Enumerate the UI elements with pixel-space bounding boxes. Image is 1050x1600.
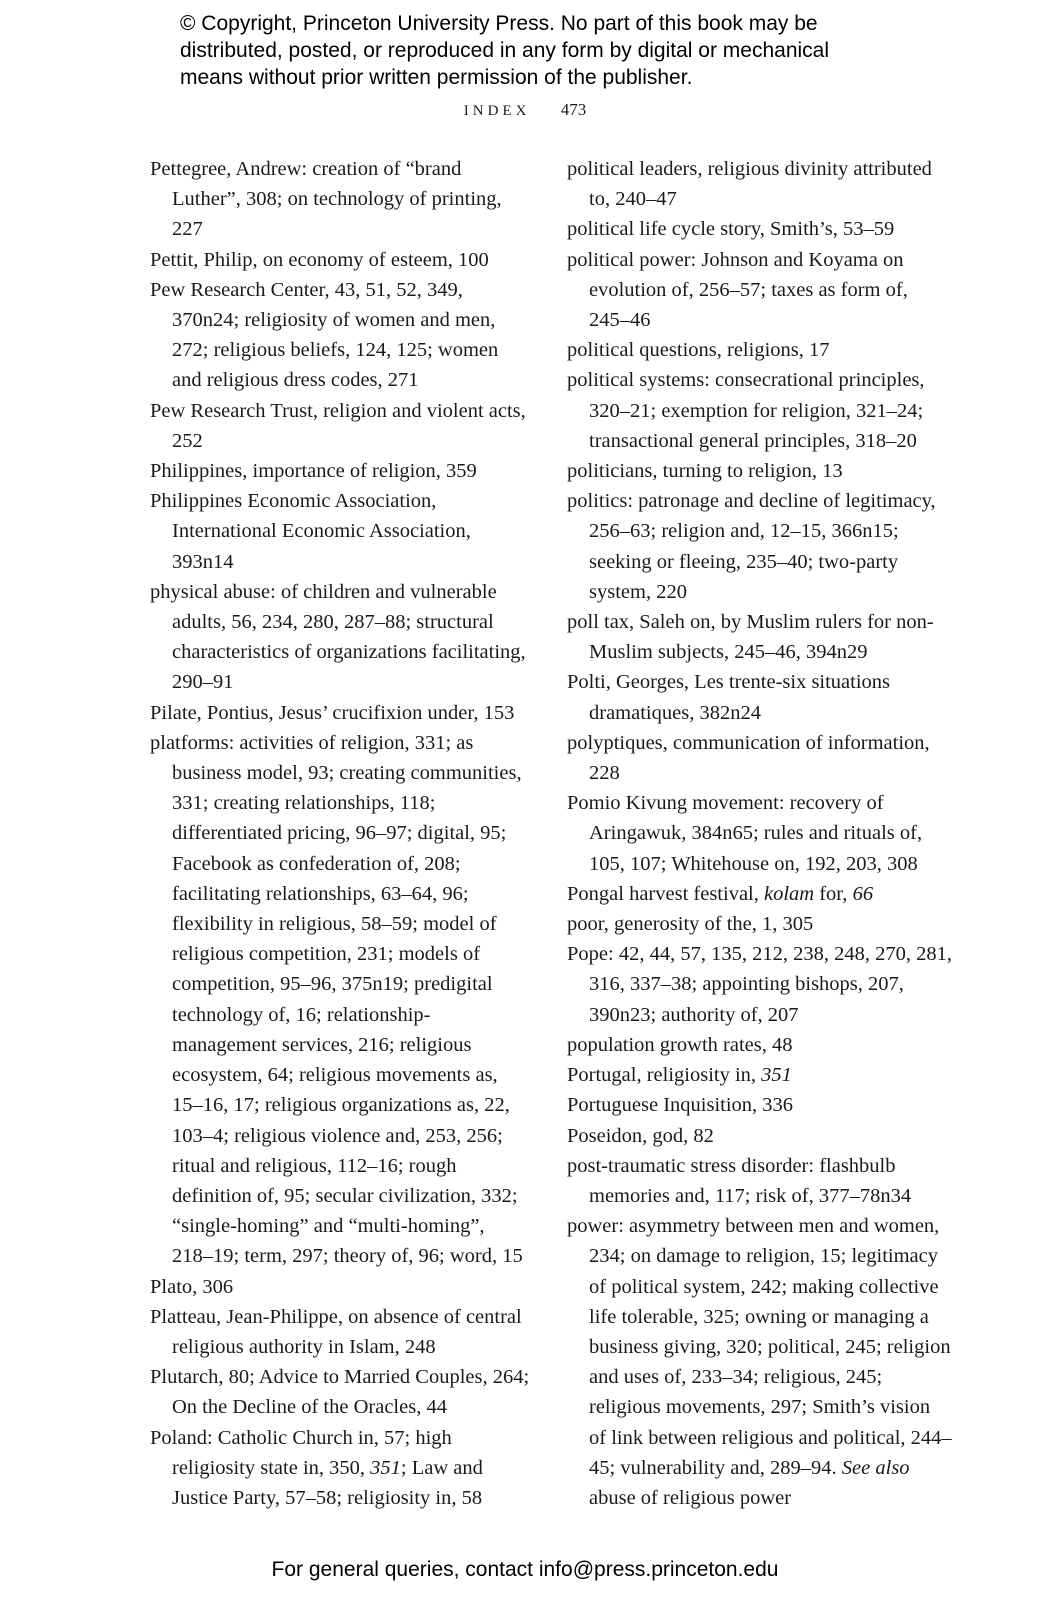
- copyright-line-2: distributed, posted, or reproduced in any form by digital or mechanical: [180, 39, 830, 62]
- index-entry-text: Poseidon, god, 82: [567, 1124, 714, 1147]
- index-entry-text: political systems: consecrational principles, 320–21; exemption for religion, 321–24; transactional general principles, 318–20: [567, 369, 925, 452]
- index-entry: [567, 607, 952, 667]
- index-entry: [150, 728, 530, 1272]
- index-entry: [150, 456, 530, 486]
- index-entry: [150, 698, 530, 728]
- index-entry-italic: 66: [852, 882, 874, 905]
- index-entry: [567, 1090, 952, 1120]
- index-entry: [150, 1302, 530, 1362]
- index-entry: [150, 1423, 530, 1514]
- index-entry-text: Philippines Economic Association, International Economic Association, 393n14: [150, 490, 471, 573]
- index-entry-text: Philippines, importance of religion, 359: [150, 460, 477, 483]
- index-entry-text: physical abuse: of children and vulnerable adults, 56, 234, 280, 287–88; structural characteristics of organizations facilitating, 290–91: [150, 580, 526, 694]
- index-entry: [567, 909, 952, 939]
- index-entry-text: Poland: Catholic Church in, 57; high religiosity state in, 350,: [150, 1426, 452, 1479]
- index-entry-text: political questions, religions, 17: [567, 339, 830, 362]
- index-entry-text-cont: for,: [814, 882, 853, 905]
- index-entry-text: political power: Johnson and Koyama on evolution of, 256–57; taxes as form of, 245–46: [567, 248, 908, 332]
- index-entry: [567, 1121, 952, 1151]
- index-entry: [567, 456, 952, 486]
- index-entry: [150, 486, 530, 577]
- index-entry: [567, 335, 952, 365]
- index-entry-text: Plutarch, 80; Advice to Married Couples, 264; On the Decline of the Oracles, 44: [150, 1366, 530, 1419]
- index-entry-text: Pomio Kivung movement: recovery of Aringawuk, 384n65; rules and rituals of, 105, 107; Whitehouse on, 192, 203, 308: [567, 792, 923, 875]
- index-entry-text-cont: ; Law and Justice Party, 57–58; religiosity in, 58: [172, 1456, 483, 1509]
- index-entry-italic: kolam: [763, 882, 815, 905]
- index-entry: [567, 1060, 952, 1090]
- index-entry: [150, 154, 530, 245]
- page-number: 473: [560, 100, 587, 119]
- index-entry-text: Pettit, Philip, on economy of esteem, 100: [150, 248, 489, 271]
- index-entry-text: Plato, 306: [150, 1275, 234, 1298]
- index-entry: [150, 396, 530, 456]
- index-entry: [567, 1151, 952, 1211]
- index-entry: [567, 1211, 952, 1513]
- index-entry-italic: 351: [370, 1456, 401, 1479]
- index-column-right: [567, 154, 952, 1513]
- index-entry: [150, 1272, 530, 1302]
- index-entry-text: Polti, Georges, Les trente-six situations dramatiques, 382n24: [567, 671, 891, 724]
- index-entry: [150, 275, 530, 396]
- index-entry-text: Pongal harvest festival,: [567, 882, 764, 905]
- index-entry-italic: 351: [761, 1064, 792, 1087]
- index-entry: [567, 667, 952, 727]
- index-entry: [567, 939, 952, 1030]
- copyright-line-3: means without prior written permission of the publisher.: [180, 66, 693, 89]
- index-entry: [567, 365, 952, 456]
- index-entry: [567, 728, 952, 788]
- index-entry: [567, 214, 952, 244]
- copyright-notice: [180, 10, 900, 91]
- index-entry-text-cont: abuse of religious power: [589, 1486, 792, 1509]
- index-entry-text: poll tax, Saleh on, by Muslim rulers for non-Muslim subjects, 245–46, 394n29: [567, 611, 934, 664]
- footer-contact: For general queries, contact info@press.princeton.edu: [271, 1558, 779, 1581]
- index-entry-text: Pettegree, Andrew: creation of “brand Luther”, 308; on technology of printing, 227: [150, 158, 502, 241]
- index-entry-text: Portugal, religiosity in,: [567, 1064, 762, 1087]
- copyright-line-1: © Copyright, Princeton University Press. No part of this book may be: [180, 12, 818, 35]
- index-entry: [150, 245, 530, 275]
- index-entry-italic: See also: [841, 1456, 910, 1479]
- index-entry-text: Pilate, Pontius, Jesus’ crucifixion under, 153: [150, 701, 515, 724]
- index-entry-text: Platteau, Jean-Philippe, on absence of central religious authority in Islam, 248: [150, 1305, 522, 1358]
- index-entry-text: Portuguese Inquisition, 336: [567, 1094, 794, 1117]
- index-entry: [150, 577, 530, 698]
- index-entry-text: post-traumatic stress disorder: flashbulb memories and, 117; risk of, 377–78n34: [567, 1154, 912, 1207]
- index-entry: [150, 1362, 530, 1422]
- index-entry-text: political leaders, religious divinity attributed to, 240–47: [567, 158, 932, 211]
- index-entry-text: Pew Research Center, 43, 51, 52, 349, 370n24; religiosity of women and men, 272; religious beliefs, 124, 125; women and religious dress codes, 271: [150, 278, 499, 392]
- index-entry: [567, 1030, 952, 1060]
- index-entry-text: Pew Research Trust, religion and violent acts, 252: [150, 399, 526, 452]
- index-entry-text: population growth rates, 48: [567, 1033, 793, 1056]
- index-entry-text: Pope: 42, 44, 57, 135, 212, 238, 248, 270, 281, 316, 337–38; appointing bishops, 207, 390n23; authority of, 207: [567, 943, 952, 1026]
- index-entry: [567, 879, 952, 909]
- index-entry-text: politics: patronage and decline of legitimacy, 256–63; religion and, 12–15, 366n15; seeking or fleeing, 235–40; two-party system, 220: [567, 490, 936, 603]
- index-entry-text: polyptiques, communication of information, 228: [567, 731, 930, 785]
- index-entry-text: platforms: activities of religion, 331; as business model, 93; creating communities, 331; creating relationships, 118; differentiated pricing, 96–97; digital, 95; Facebook as confederation of, 208; facilitating relationships, 63–64, 96; flexibility in religious, 58–59; model of religious competition, 231; models of competition, 95–96, 375n19; predigital technology of, 16; relationship-management services, 216; religious ecosystem, 64; religious movements as, 15–16, 17; religious organizations as, 22, 103–4; religious violence and, 253, 256; ritual and religious, 112–16; rough definition of, 95; secular civilization, 332; “single-homing” and “multi-homing”, 218–19; term, 297; theory of, 96; word, 15: [150, 731, 523, 1268]
- index-entry: [567, 486, 952, 607]
- index-entry: [567, 788, 952, 879]
- index-entry: [567, 245, 952, 336]
- index-entry-text: political life cycle story, Smith’s, 53–59: [567, 218, 895, 241]
- index-entry-text: power: asymmetry between men and women, 234; on damage to religion, 15; legitimacy of political system, 242; making collective life tolerable, 325; owning or managing a business giving, 320; political, 245; religion and uses of, 233–34; religious, 245; religious movements, 297; Smith’s vision of link between religious and political, 244–45; vulnerability and, 289–94.: [567, 1215, 952, 1479]
- running-head: [0, 100, 1050, 120]
- index-entry-text: politicians, turning to religion, 13: [567, 460, 843, 483]
- running-title: INDEX: [463, 103, 531, 119]
- index-column-left: [150, 154, 530, 1513]
- index-entry-text: poor, generosity of the, 1, 305: [567, 913, 814, 936]
- index-entry: [567, 154, 952, 214]
